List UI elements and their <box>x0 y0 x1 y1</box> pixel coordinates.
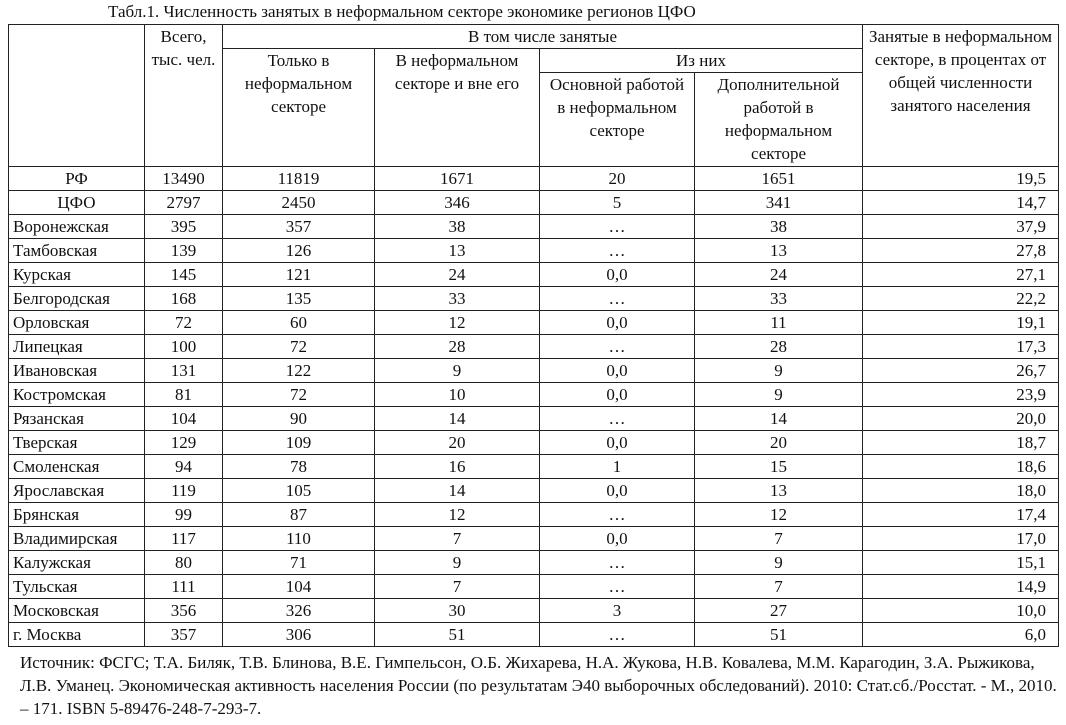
cell-only: 122 <box>223 359 375 383</box>
table-row <box>9 287 1059 311</box>
cell-total: 145 <box>145 263 223 287</box>
cell-total: 111 <box>145 575 223 599</box>
cell-both: 30 <box>375 599 540 623</box>
cell-additional: 9 <box>695 551 863 575</box>
cell-pct: 20,0 <box>863 407 1059 431</box>
cell-main: 0,0 <box>540 479 695 503</box>
cell-total: 80 <box>145 551 223 575</box>
cell-both: 1671 <box>375 167 540 191</box>
cell-only: 105 <box>223 479 375 503</box>
table-title: Табл.1. Численность занятых в неформальном секторе экономике регионов ЦФО <box>108 2 696 21</box>
cell-total: 72 <box>145 311 223 335</box>
cell-both: 14 <box>375 479 540 503</box>
cell-pct: 26,7 <box>863 359 1059 383</box>
cell-main: … <box>540 335 695 359</box>
cell-main: … <box>540 575 695 599</box>
cell-both: 33 <box>375 287 540 311</box>
cell-both: 346 <box>375 191 540 215</box>
cell-total: 99 <box>145 503 223 527</box>
cell-only: 11819 <box>223 167 375 191</box>
table-row <box>9 623 1059 647</box>
cell-additional: 24 <box>695 263 863 287</box>
cell-additional: 13 <box>695 479 863 503</box>
cell-pct: 19,1 <box>863 311 1059 335</box>
cell-region: Московская <box>9 599 145 623</box>
table-row <box>9 575 1059 599</box>
cell-additional: 341 <box>695 191 863 215</box>
header-informal-and-outside: В неформальном секторе и вне его <box>375 49 540 167</box>
table-row <box>9 335 1059 359</box>
table-row <box>9 191 1059 215</box>
cell-only: 104 <box>223 575 375 599</box>
table-row <box>9 239 1059 263</box>
cell-both: 9 <box>375 551 540 575</box>
cell-only: 71 <box>223 551 375 575</box>
cell-main: … <box>540 503 695 527</box>
cell-main: 0,0 <box>540 311 695 335</box>
cell-both: 7 <box>375 527 540 551</box>
cell-both: 24 <box>375 263 540 287</box>
cell-main: 0,0 <box>540 431 695 455</box>
cell-only: 109 <box>223 431 375 455</box>
cell-only: 60 <box>223 311 375 335</box>
table-row <box>9 431 1059 455</box>
table-row <box>9 527 1059 551</box>
cell-additional: 11 <box>695 311 863 335</box>
cell-additional: 51 <box>695 623 863 647</box>
cell-both: 14 <box>375 407 540 431</box>
cell-total: 117 <box>145 527 223 551</box>
cell-pct: 18,6 <box>863 455 1059 479</box>
cell-region: Тамбовская <box>9 239 145 263</box>
cell-pct: 18,7 <box>863 431 1059 455</box>
cell-only: 90 <box>223 407 375 431</box>
header-only-informal: Только в неформальном секторе <box>223 49 375 167</box>
cell-pct: 14,7 <box>863 191 1059 215</box>
cell-only: 121 <box>223 263 375 287</box>
cell-both: 28 <box>375 335 540 359</box>
cell-region: Курская <box>9 263 145 287</box>
cell-additional: 1651 <box>695 167 863 191</box>
cell-total: 13490 <box>145 167 223 191</box>
cell-main: … <box>540 239 695 263</box>
table-row <box>9 167 1059 191</box>
cell-additional: 7 <box>695 575 863 599</box>
cell-total: 356 <box>145 599 223 623</box>
table-row <box>9 263 1059 287</box>
cell-region: Ярославская <box>9 479 145 503</box>
table-row <box>9 407 1059 431</box>
cell-main: 3 <box>540 599 695 623</box>
cell-region: Липецкая <box>9 335 145 359</box>
cell-additional: 15 <box>695 455 863 479</box>
header-additional-job: Дополнительной работой в неформальном секторе <box>695 73 863 167</box>
table-row <box>9 479 1059 503</box>
cell-both: 13 <box>375 239 540 263</box>
cell-main: 0,0 <box>540 383 695 407</box>
cell-region: Тверская <box>9 431 145 455</box>
table-row <box>9 455 1059 479</box>
cell-region: РФ <box>9 167 145 191</box>
cell-pct: 6,0 <box>863 623 1059 647</box>
cell-total: 131 <box>145 359 223 383</box>
table-row <box>9 551 1059 575</box>
cell-additional: 38 <box>695 215 863 239</box>
cell-pct: 22,2 <box>863 287 1059 311</box>
cell-region: Тульская <box>9 575 145 599</box>
cell-both: 7 <box>375 575 540 599</box>
cell-main: … <box>540 215 695 239</box>
cell-only: 87 <box>223 503 375 527</box>
cell-main: 5 <box>540 191 695 215</box>
table-row <box>9 359 1059 383</box>
cell-total: 168 <box>145 287 223 311</box>
cell-only: 135 <box>223 287 375 311</box>
cell-region: Костромская <box>9 383 145 407</box>
header-of-them: Из них <box>540 49 863 73</box>
table-row <box>9 383 1059 407</box>
cell-both: 9 <box>375 359 540 383</box>
cell-region: г. Москва <box>9 623 145 647</box>
cell-region: Рязанская <box>9 407 145 431</box>
cell-both: 16 <box>375 455 540 479</box>
header-total: Всего, тыс. чел. <box>145 25 223 167</box>
cell-only: 126 <box>223 239 375 263</box>
header-percent: Занятые в неформальном секторе, в процентах от общей численности занятого населения <box>863 25 1059 167</box>
cell-additional: 7 <box>695 527 863 551</box>
cell-only: 72 <box>223 335 375 359</box>
cell-region: Воронежская <box>9 215 145 239</box>
cell-additional: 20 <box>695 431 863 455</box>
cell-main: 0,0 <box>540 263 695 287</box>
cell-total: 139 <box>145 239 223 263</box>
cell-additional: 9 <box>695 359 863 383</box>
cell-region: Смоленская <box>9 455 145 479</box>
cell-both: 20 <box>375 431 540 455</box>
cell-pct: 10,0 <box>863 599 1059 623</box>
cell-pct: 23,9 <box>863 383 1059 407</box>
cell-total: 100 <box>145 335 223 359</box>
cell-main: 0,0 <box>540 359 695 383</box>
cell-additional: 28 <box>695 335 863 359</box>
cell-pct: 15,1 <box>863 551 1059 575</box>
cell-total: 94 <box>145 455 223 479</box>
cell-main: 20 <box>540 167 695 191</box>
cell-pct: 27,1 <box>863 263 1059 287</box>
cell-main: … <box>540 407 695 431</box>
cell-additional: 13 <box>695 239 863 263</box>
cell-additional: 9 <box>695 383 863 407</box>
statistics-table <box>8 24 1059 647</box>
cell-both: 38 <box>375 215 540 239</box>
cell-region: Владимирская <box>9 527 145 551</box>
cell-pct: 19,5 <box>863 167 1059 191</box>
cell-total: 395 <box>145 215 223 239</box>
cell-only: 357 <box>223 215 375 239</box>
source-note: Источник: ФСГС; Т.А. Биляк, Т.В. Блинова, В.Е. Гимпельсон, О.Б. Жихарева, Н.А. Жукова, Н.В. Ковалева, М.М. Карагодин, З.А. Рыжикова, Л.В. Уманец. Экономическая активность населения России (по результатам Э40 выборочных обследований). 2010: Стат.сб./Росстат. - М., 2010. – 171. ISBN 5-89476-248-7-293-7. <box>20 653 1057 718</box>
cell-pct: 17,4 <box>863 503 1059 527</box>
table-row <box>9 599 1059 623</box>
header-including: В том числе занятые <box>223 25 863 49</box>
table-row <box>9 215 1059 239</box>
cell-main: … <box>540 623 695 647</box>
cell-both: 12 <box>375 503 540 527</box>
cell-total: 104 <box>145 407 223 431</box>
cell-region: Калужская <box>9 551 145 575</box>
cell-region: Белгородская <box>9 287 145 311</box>
cell-only: 110 <box>223 527 375 551</box>
cell-only: 2450 <box>223 191 375 215</box>
cell-main: … <box>540 287 695 311</box>
cell-main: 1 <box>540 455 695 479</box>
cell-pct: 18,0 <box>863 479 1059 503</box>
cell-pct: 27,8 <box>863 239 1059 263</box>
cell-total: 357 <box>145 623 223 647</box>
cell-region: Орловская <box>9 311 145 335</box>
cell-total: 119 <box>145 479 223 503</box>
table-row <box>9 311 1059 335</box>
cell-pct: 14,9 <box>863 575 1059 599</box>
header-region <box>9 25 145 167</box>
cell-additional: 33 <box>695 287 863 311</box>
header-main-job: Основной работой в неформальном секторе <box>540 73 695 167</box>
cell-only: 326 <box>223 599 375 623</box>
cell-pct: 17,0 <box>863 527 1059 551</box>
cell-both: 10 <box>375 383 540 407</box>
cell-pct: 37,9 <box>863 215 1059 239</box>
cell-only: 72 <box>223 383 375 407</box>
cell-pct: 17,3 <box>863 335 1059 359</box>
cell-additional: 27 <box>695 599 863 623</box>
cell-total: 129 <box>145 431 223 455</box>
cell-both: 12 <box>375 311 540 335</box>
cell-main: … <box>540 551 695 575</box>
cell-total: 2797 <box>145 191 223 215</box>
cell-total: 81 <box>145 383 223 407</box>
cell-both: 51 <box>375 623 540 647</box>
cell-region: ЦФО <box>9 191 145 215</box>
table-row <box>9 503 1059 527</box>
cell-main: 0,0 <box>540 527 695 551</box>
cell-region: Брянская <box>9 503 145 527</box>
cell-additional: 14 <box>695 407 863 431</box>
cell-additional: 12 <box>695 503 863 527</box>
cell-region: Ивановская <box>9 359 145 383</box>
cell-only: 78 <box>223 455 375 479</box>
cell-only: 306 <box>223 623 375 647</box>
